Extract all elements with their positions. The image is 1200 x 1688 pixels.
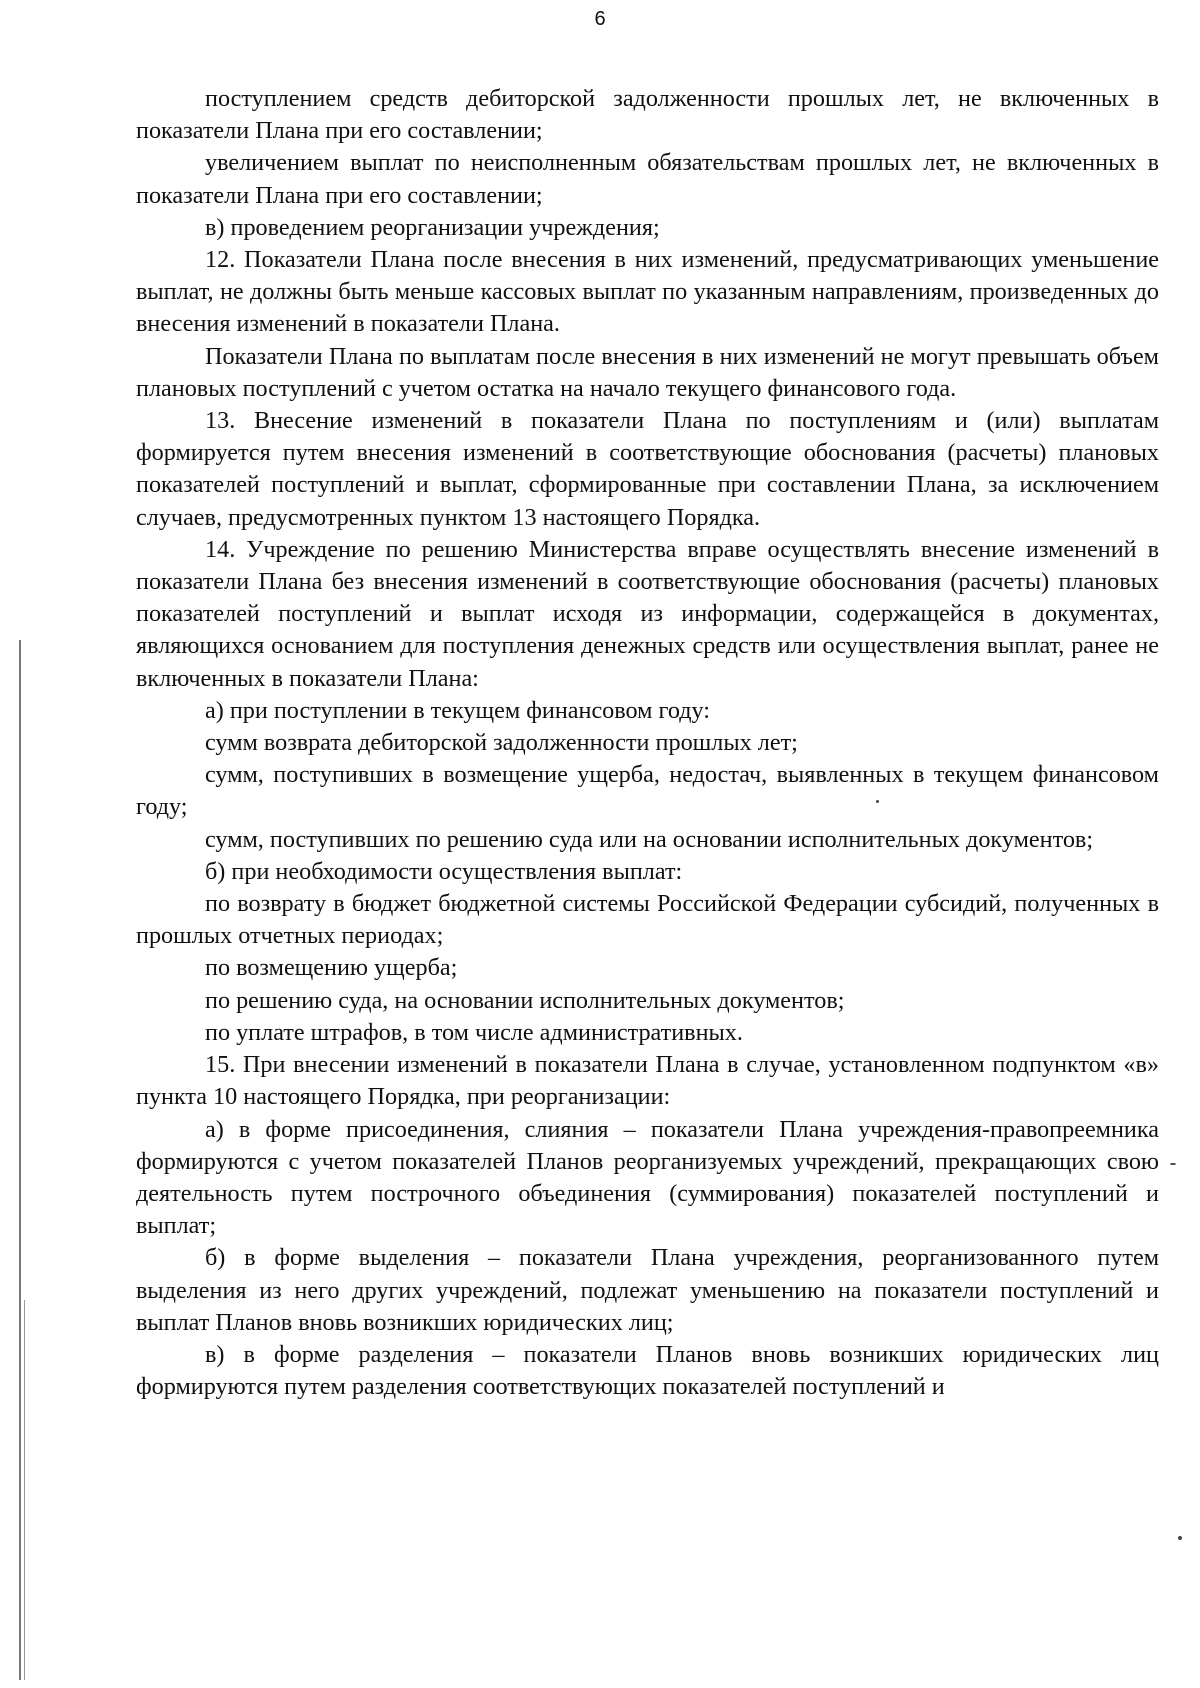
scan-edge-line [24, 1300, 25, 1680]
paragraph: в) в форме разделения – показатели Планов вновь возникших юридических лиц формируются путем разделения соответствующих показателей поступлений и [136, 1340, 1159, 1401]
paragraph: сумм возврата дебиторской задолженности прошлых лет; [205, 729, 798, 757]
scan-speck [1170, 1163, 1176, 1165]
paragraph: 15. При внесении изменений в показатели Плана в случае, установленном подпунктом «в» пункта 10 настоящего Порядка, при реорганизации: [136, 1051, 1159, 1111]
scan-edge-line [19, 640, 21, 1680]
paragraph: сумм, поступивших по решению суда или на основании исполнительных документов; [205, 825, 1094, 853]
document-body [136, 83, 1159, 1403]
paragraph: а) в форме присоединения, слияния – показатели Плана учреждения-правопреемника формируются с учетом показателей Планов реорганизуемых учреждений, прекращающих свою деятельность путем построчного объединения (суммирования) показателей поступлений и выплат; [136, 1115, 1159, 1240]
page-number: 6 [594, 8, 606, 30]
paragraph: по возмещению ущерба; [205, 954, 458, 982]
paragraph: в) проведением реорганизации учреждения; [205, 213, 660, 241]
scan-speck [1178, 1536, 1182, 1540]
paragraph: по решению суда, на основании исполнительных документов; [205, 986, 845, 1014]
paragraph: 14. Учреждение по решению Министерства вправе осуществлять внесение изменений в показатели Плана без внесения изменений в соответствующие обоснования (расчеты) плановых показателей поступлений и выплат исходя из информации, содержащейся в документах, являющихся основанием для поступления денежных средств или осуществления выплат, ранее не включенных в показатели Плана: [136, 535, 1159, 692]
paragraph: б) в форме выделения – показатели Плана учреждения, реорганизованного путем выделения из него других учреждений, подлежат уменьшению на показатели поступлений и выплат Планов вновь возникших юридических лиц; [136, 1244, 1159, 1336]
paragraph: по уплате штрафов, в том числе административных. [205, 1018, 743, 1046]
paragraph: по возврату в бюджет бюджетной системы Российской Федерации субсидий, полученных в прошлых отчетных периодах; [136, 890, 1159, 950]
scan-speck [876, 800, 879, 803]
paragraph: б) при необходимости осуществления выплат: [205, 857, 683, 885]
paragraph: 13. Внесение изменений в показатели Плана по поступлениям и (или) выплатам формируется путем внесения изменений в соответствующие обоснования (расчеты) плановых показателей поступлений и выплат, сформированные при составлении Плана, за исключением случаев, предусмотренных пунктом 13 настоящего Порядка. [136, 407, 1159, 531]
paragraph: а) при поступлении в текущем финансовом году: [205, 696, 711, 724]
paragraph: Показатели Плана по выплатам после внесения в них изменений не могут превышать объем плановых поступлений с учетом остатка на начало текущего финансового года. [136, 342, 1159, 402]
paragraph: поступлением средств дебиторской задолженности прошлых лет, не включенных в показатели Плана при его составлении; [136, 85, 1159, 145]
paragraph: 12. Показатели Плана после внесения в них изменений, предусматривающих уменьшение выплат, не должны быть меньше кассовых выплат по указанным направлениям, произведенных до внесения изменений в показатели Плана. [136, 246, 1159, 338]
paragraph: увеличением выплат по неисполненным обязательствам прошлых лет, не включенных в показатели Плана при его составлении; [136, 149, 1159, 209]
paragraph: сумм, поступивших в возмещение ущерба, недостач, выявленных в текущем финансовом году; [136, 761, 1159, 821]
